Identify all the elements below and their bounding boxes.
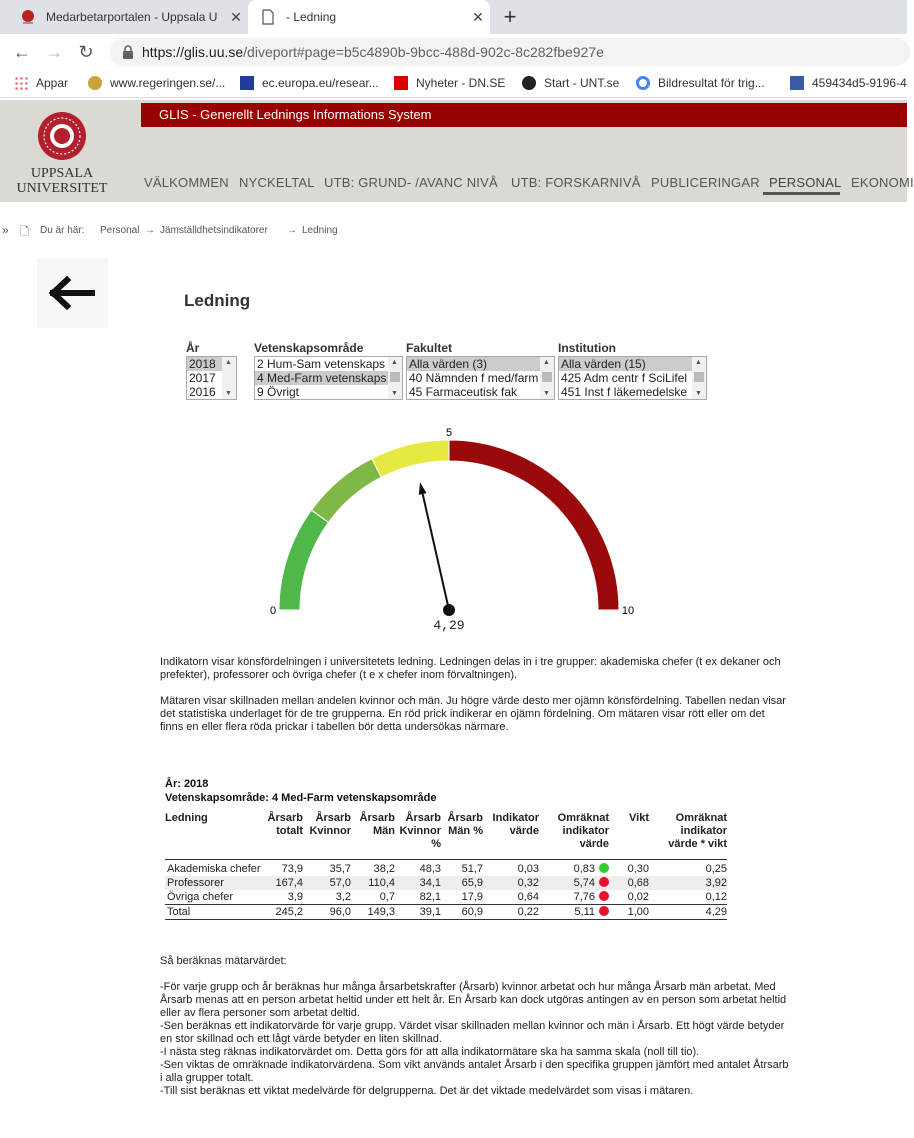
table-cell <box>539 860 609 877</box>
url-host: https://glis.uu.se <box>142 44 244 60</box>
gauge-band-1 <box>311 459 381 523</box>
table-cell: 0,02 <box>627 891 649 903</box>
listbox-option[interactable]: 2016 <box>189 385 216 399</box>
gauge-band-3 <box>449 440 619 610</box>
document-icon <box>790 76 804 90</box>
nav-utb-forskarniva[interactable]: UTB: FORSKARNIVÅ <box>511 175 641 190</box>
calc-step: -Sen viktas de omräknade indikatorvärdena. Som vikt används antalet Årsarb i den specifika gruppen jämfört med antalet Åtrsarb i alla grupper totalt. <box>160 1059 789 1084</box>
filter-institution-listbox[interactable] <box>558 356 707 400</box>
table-row <box>165 876 727 890</box>
row-label: Professorer <box>165 876 261 890</box>
dn-icon <box>394 76 408 90</box>
table-cell: 82,1 <box>419 891 441 903</box>
scroll-up-icon[interactable]: ▲ <box>695 359 702 366</box>
column-header: Årsarb Män <box>359 812 395 837</box>
intro-paragraph-1: Indikatorn visar könsfördelningen i universitetets ledning. Ledningen delas in i tre grupper: akademiska chefer (t ex dekaner och prefekter), professorer och övriga chefer (t e x chefer inom förvaltningen). <box>160 656 781 681</box>
double-chevron-icon[interactable]: » <box>2 223 9 237</box>
filter-label-fakultet: Fakultet <box>406 341 453 355</box>
table-header-row <box>165 810 727 860</box>
table-cell: 0,12 <box>705 891 727 903</box>
column-header: Ledning <box>165 812 208 824</box>
system-banner: GLIS - Generellt Lednings Informations System <box>141 103 907 127</box>
reload-icon[interactable]: ↻ <box>78 42 94 62</box>
url-path: /diveport#page=b5c4890b-9bcc-488d-902c-8c282fbe927e <box>243 44 604 60</box>
bookmark-unt[interactable] <box>522 76 619 90</box>
listbox-scrollbar[interactable] <box>692 357 706 399</box>
gauge-value-label: 4,29 <box>433 618 465 633</box>
column-header: Omräknat indikator värde <box>557 812 609 850</box>
table-cell: 0,25 <box>649 860 727 877</box>
scroll-up-icon[interactable]: ▲ <box>391 359 398 366</box>
scroll-thumb[interactable] <box>694 372 704 382</box>
table-cell <box>539 876 609 890</box>
table-cell: 96,0 <box>303 905 351 920</box>
bookmarks-bar <box>0 70 907 98</box>
breadcrumb-separator: → <box>145 225 155 236</box>
scroll-down-icon[interactable]: ▼ <box>391 390 398 397</box>
scroll-thumb[interactable] <box>542 372 552 382</box>
table-cell: 0,68 <box>609 876 649 890</box>
bookmark-appar[interactable] <box>14 76 68 90</box>
table-cell: 245,2 <box>261 905 303 920</box>
statistics-table-section <box>165 778 735 920</box>
site-header <box>0 100 914 202</box>
scroll-down-icon[interactable]: ▼ <box>225 390 232 397</box>
column-header: Vikt <box>629 812 649 824</box>
status-dot-icon <box>599 891 609 901</box>
gauge-min-label: 0 <box>269 605 277 617</box>
listbox-option[interactable]: 45 Farmaceutisk fak <box>409 385 518 399</box>
bookmark-label: www.regeringen.se/... <box>110 76 226 90</box>
forward-arrow-icon[interactable]: → <box>45 42 63 62</box>
back-arrow-icon[interactable]: ← <box>13 42 31 62</box>
back-arrow-icon <box>37 258 108 328</box>
page-icon <box>260 9 276 25</box>
url-text <box>142 44 604 60</box>
listbox-option[interactable]: 4 Med-Farm vetenskaps <box>255 371 402 385</box>
close-tab-icon[interactable]: ✕ <box>472 8 484 25</box>
table-row <box>165 860 727 877</box>
apps-grid-icon <box>14 76 28 90</box>
statistics-table <box>165 810 727 920</box>
university-name-line1: UPPSALA <box>30 166 94 181</box>
table-cell: 60,9 <box>441 905 483 920</box>
listbox-option[interactable]: 40 Nämnden f med/farm <box>409 371 539 385</box>
cell-value: 0,83 <box>573 863 595 875</box>
listbox-option[interactable]: 451 Inst f läkemedelske <box>561 385 688 399</box>
tab-medarbetarportalen[interactable] <box>8 0 248 34</box>
table-cell: 1,00 <box>609 905 649 920</box>
table-cell: 34,1 <box>395 876 441 890</box>
cell-value: 7,76 <box>573 891 595 903</box>
table-cell: 0,30 <box>609 860 649 877</box>
status-dot-icon <box>599 906 609 916</box>
bookmark-459434[interactable] <box>790 76 907 90</box>
gauge-needle-tip <box>419 482 427 495</box>
scroll-down-icon[interactable]: ▼ <box>543 390 550 397</box>
back-button[interactable] <box>37 258 108 328</box>
active-nav-underline <box>763 192 840 195</box>
bookmark-dn[interactable] <box>394 76 505 90</box>
listbox-option[interactable]: 2 Hum-Sam vetenskaps <box>257 357 386 371</box>
intro-paragraph-2: Mätaren visar skillnaden mellan andelen kvinnor och män. Ju högre värde desto mer ojämn könsfördelning. Tabellen nedan visar det statistiska underlaget för de tre grupperna. En röd prick indikerar en ojämn fördelning. Om mätaren visar rött eller om det finns en eller flera röda prickar i tabellen bör detta undersökas närmare. <box>160 695 786 733</box>
scroll-thumb[interactable] <box>390 372 400 382</box>
row-label: Total <box>165 905 261 920</box>
table-cell: 0,32 <box>483 876 539 890</box>
bookmark-label: Appar <box>36 76 69 90</box>
bookmark-label: Start - UNT.se <box>544 76 620 90</box>
table-cell <box>539 890 609 905</box>
table-caption-year: År: 2018 <box>165 778 209 790</box>
scroll-down-icon[interactable]: ▼ <box>695 390 702 397</box>
column-header: Indikator värde <box>492 812 539 837</box>
filter-label-vetenskapsomrade: Vetenskapsområde <box>254 341 364 355</box>
tab-ledning[interactable] <box>248 0 490 34</box>
bookmark-label: Nyheter - DN.SE <box>416 76 506 90</box>
page-icon: 🗋 <box>20 226 29 238</box>
google-icon <box>636 76 650 90</box>
gauge-mid-label: 5 <box>445 427 453 439</box>
nav-utb-grund[interactable]: UTB: GRUND- /AVANC NIVÅ <box>324 175 498 190</box>
bookmark-label: Bildresultat för trig... <box>658 76 765 90</box>
browser-toolbar <box>0 34 907 70</box>
university-name-line2: UNIVERSITET <box>16 181 108 196</box>
calc-step: -Sen beräknas ett indikatorvärde för varje grupp. Värdet visar skillnaden mellan kvinnor och män i Årsarb. Ett högt värde betyder en stor skillnad och ett lågt värde betyder en liten skillnad. <box>160 1020 785 1045</box>
gauge-band-0 <box>279 510 328 610</box>
scroll-up-icon[interactable]: ▲ <box>225 359 232 366</box>
calc-heading: Så beräknas mätarvärdet: <box>160 955 287 967</box>
university-name <box>8 166 116 196</box>
breadcrumb-prefix: Du är här: <box>40 225 85 236</box>
filter-ar-listbox[interactable] <box>186 356 237 400</box>
table-cell: 38,2 <box>351 860 395 877</box>
new-tab-icon[interactable]: + <box>503 4 517 29</box>
table-cell: 0,7 <box>379 891 395 903</box>
table-cell <box>539 905 609 920</box>
table-row <box>165 890 727 905</box>
calc-step: -I nästa steg räknas indikatorvärdet om. Detta görs för att alla indikatormätare ska ha samma skala (noll till tio). <box>160 1046 700 1058</box>
table-cell: 57,0 <box>303 876 351 890</box>
nav-nyckeltal[interactable]: NYCKELTAL <box>239 175 315 190</box>
row-label: Akademiska chefer <box>165 860 261 877</box>
status-dot-icon <box>599 863 609 873</box>
breadcrumb-separator: → <box>287 225 297 236</box>
column-header: Omräknat indikator värde * vikt <box>668 812 727 850</box>
table-cell: 39,1 <box>395 905 441 920</box>
table-cell: 3,2 <box>335 891 351 903</box>
table-cell: 3,92 <box>649 876 727 890</box>
cell-value: 5,11 <box>574 906 595 918</box>
table-cell: 48,3 <box>395 860 441 877</box>
listbox-option[interactable]: 425 Adm centr f SciLifel <box>561 371 688 385</box>
table-cell: 35,7 <box>303 860 351 877</box>
table-cell: 167,4 <box>261 876 303 890</box>
address-bar[interactable] <box>110 38 910 66</box>
listbox-option[interactable]: 2017 <box>189 371 216 385</box>
eu-flag-icon <box>240 76 254 90</box>
listbox-option[interactable]: Alla värden (3) <box>407 357 554 371</box>
listbox-scrollbar[interactable] <box>388 357 402 399</box>
nav-personal[interactable]: PERSONAL <box>769 175 842 190</box>
uppsala-university-seal-icon <box>36 110 88 162</box>
calc-step: -För varje grupp och år beräknas hur många årsarbetskrafter (Årsarb) kvinnor arbetat och hur många Årsarb män arbetat. Med Årsarb menas att en person arbetat heltid under ett helt år. En Årsarb kan dock utgöras antingen av en person som arbetat heltid eller av flera personer som arbetat deltid. <box>160 981 787 1019</box>
cell-value: 5,74 <box>573 877 595 889</box>
gauge-needle <box>423 494 449 610</box>
filter-fakultet-listbox[interactable] <box>406 356 555 400</box>
listbox-scrollbar[interactable] <box>222 357 236 399</box>
column-header: Årsarb Kvinnor <box>309 812 351 837</box>
gauge-band-2 <box>372 440 449 477</box>
tab-title: Medarbetarportalen - Uppsala U <box>46 10 218 24</box>
bookmark-ec-europa[interactable] <box>240 76 379 90</box>
breadcrumb-jamstalldhetsindikatorer[interactable]: Jämställdhetsindikatorer <box>160 225 268 236</box>
page-title: Ledning <box>184 291 251 310</box>
table-total-row <box>165 905 727 920</box>
table-cell: 149,3 <box>351 905 395 920</box>
listbox-option[interactable]: 2018 <box>187 357 236 371</box>
bookmark-regeringen[interactable] <box>88 76 225 90</box>
bookmark-label: ec.europa.eu/resear... <box>262 76 379 90</box>
filter-vetenskapsomrade-listbox[interactable] <box>254 356 403 400</box>
nav-publiceringar[interactable]: PUBLICERINGAR <box>651 175 760 190</box>
table-caption-area: Vetenskapsområde: 4 Med-Farm vetenskapsområde <box>165 792 437 804</box>
listbox-option[interactable]: Alla värden (15) <box>559 357 706 371</box>
listbox-scrollbar[interactable] <box>540 357 554 399</box>
table-cell: 0,22 <box>483 905 539 920</box>
bookmark-label: 459434d5-9196-4 <box>812 76 907 90</box>
table-cell: 65,9 <box>441 876 483 890</box>
table-cell: 0,03 <box>483 860 539 877</box>
table-cell: 3,9 <box>287 891 303 903</box>
gauge-meter <box>260 420 650 640</box>
column-header: Årsarb Män % <box>447 812 483 837</box>
nav-valkommen[interactable]: VÄLKOMMEN <box>144 175 229 190</box>
scroll-up-icon[interactable]: ▲ <box>543 359 550 366</box>
tab-title: - Ledning <box>286 10 337 24</box>
gauge-max-label: 10 <box>621 605 635 617</box>
table-cell: 4,29 <box>649 905 727 920</box>
gauge-pivot <box>443 604 455 616</box>
calc-step: -Till sist beräknas ett viktat medelvärde för delgrupperna. Det är det viktade medelvärdet som visas i mätaren. <box>160 1085 694 1097</box>
close-tab-icon[interactable]: ✕ <box>230 8 242 25</box>
crest-icon <box>88 76 102 90</box>
table-cell: 0,64 <box>517 891 539 903</box>
filter-label-ar: År <box>186 341 200 355</box>
breadcrumb-ledning[interactable]: Ledning <box>302 225 338 236</box>
listbox-option[interactable]: 9 Övrigt <box>257 385 300 399</box>
table-cell: 17,9 <box>461 891 483 903</box>
status-dot-icon <box>599 877 609 887</box>
unt-icon <box>522 76 536 90</box>
calc-steps <box>160 981 790 1098</box>
column-header: Årsarb totalt <box>267 812 303 837</box>
filter-label-institution: Institution <box>558 341 616 355</box>
breadcrumb-personal[interactable]: Personal <box>100 225 140 236</box>
lock-icon <box>122 45 134 59</box>
nav-ekonomi[interactable]: EKONOMI <box>851 175 914 190</box>
column-header: Årsarb Kvinnor % <box>399 812 441 850</box>
table-cell: 51,7 <box>441 860 483 877</box>
browser-tab-strip <box>0 0 907 34</box>
uu-favicon-icon <box>20 9 36 25</box>
row-label: Övriga chefer <box>167 891 234 903</box>
bookmark-bildresultat[interactable] <box>636 76 765 90</box>
table-cell: 110,4 <box>351 876 395 890</box>
table-cell: 73,9 <box>261 860 303 877</box>
